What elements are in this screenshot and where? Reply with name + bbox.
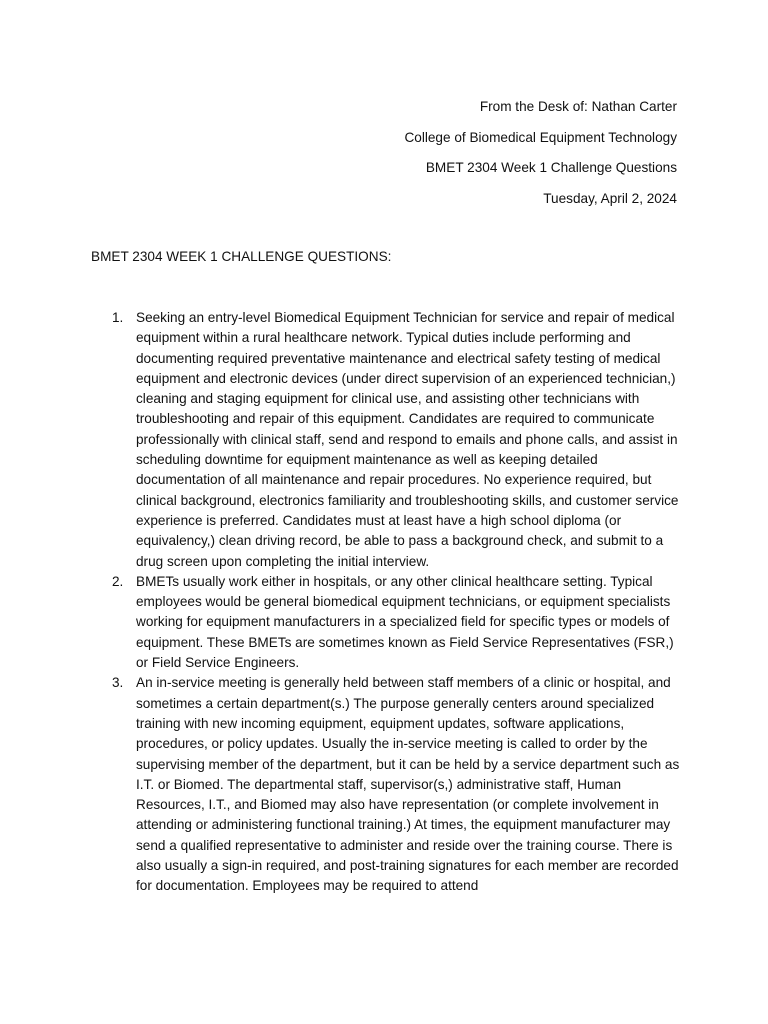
answer-item — [112, 308, 680, 572]
answer-text: Seeking an entry-level Biomedical Equipment Technician for service and repair of medical equipment within a rural healthcare network. Typical duties include performing and documenting required preventative maintenance and electrical safety testing of medical equipment and electronic devices (under direct supervision of an experienced technician,) cleaning and staging equipment for clinical use, and assisting other technicians with troubleshooting and repair of this equipment. Candidates are required to communicate professionally with clinical staff, send and respond to emails and phone calls, and assist in scheduling downtime for equipment maintenance as well as keeping detailed documentation of all maintenance and repair procedures. No experience required, but clinical background, electronics familiarity and troubleshooting skills, and customer service experience is preferred. Candidates must at least have a high school diploma (or equivalency,) clean driving record, be able to pass a background check, and submit to a drug screen upon completing the initial interview. — [136, 310, 679, 569]
answer-number: 1. — [112, 310, 124, 325]
course-line: BMET 2304 Week 1 Challenge Questions — [425, 160, 677, 175]
answer-text: An in-service meeting is generally held between staff members of a clinic or hospital, and sometimes a certain department(s.) The purpose generally centers around specialized training with new incoming equipment, equipment updates, software applications, procedures, or policy updates. Usually the in-service meeting is called to order by the supervising member of the department, but it can be held by a service department such as I.T. or Biomed. The departmental staff, supervisor(s,) administrative staff, Human Resources, I.T., and Biomed may also have representation (or complete involvement in attending or administering functional training.) At times, the equipment manufacturer may send a qualified representative to administer and reside over the training course. There is also usually a sign-in required, and post-training signatures for each member are recorded for documentation. Employees may be required to attend — [136, 675, 680, 894]
answer-item — [112, 572, 680, 673]
college-line: College of Biomedical Equipment Technology — [404, 129, 677, 145]
letterhead — [404, 92, 677, 214]
answer-number: 2. — [112, 573, 124, 589]
from-line: From the Desk of: Nathan Carter — [479, 99, 677, 114]
answer-number: 3. — [112, 675, 124, 691]
section-heading: BMET 2304 WEEK 1 CHALLENGE QUESTIONS: — [91, 249, 392, 264]
answer-list — [112, 308, 680, 897]
answer-text: BMETs usually work either in hospitals, or any other clinical healthcare setting. Typical employees would be general biomedical equipment technicians, or equipment specialists working for equipment manufacturers in a specialized field for specific types or models of equipment. These BMETs are sometimes known as Field Service Representatives (FSR,) or Field Service Engineers. — [136, 573, 674, 671]
date-line: Tuesday, April 2, 2024 — [543, 190, 677, 206]
answer-item — [112, 673, 680, 896]
